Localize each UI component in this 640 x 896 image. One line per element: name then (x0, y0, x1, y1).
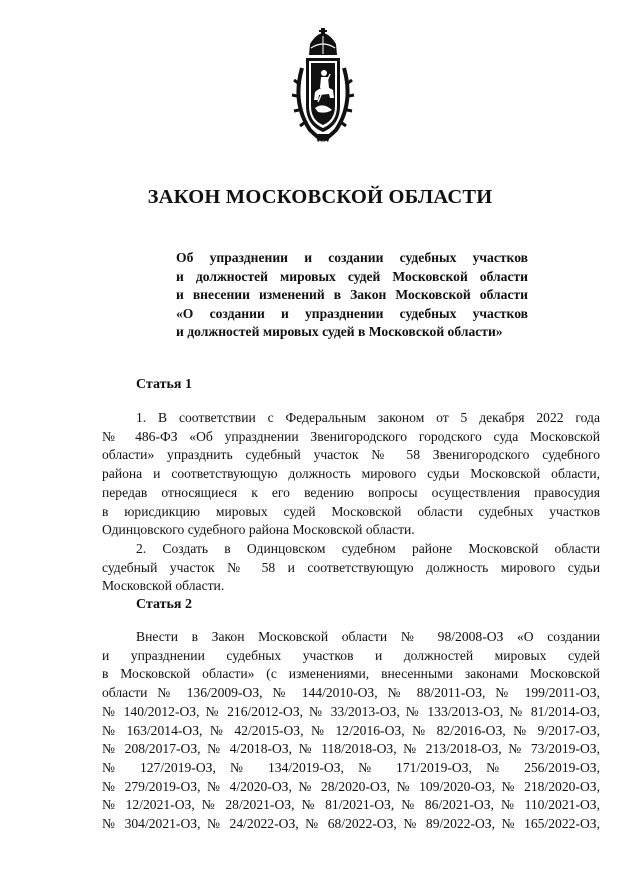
text-line: № 279/2019-ОЗ, № 4/2020-ОЗ, № 28/2020-ОЗ, № 109/2020-ОЗ, № 218/2020-ОЗ, (102, 778, 600, 794)
text-line: № 127/2019-ОЗ, № 134/2019-ОЗ, № 171/2019-ОЗ, № 256/2019-ОЗ, (102, 759, 600, 775)
text-line: в юрисдикцию мировых судей Московской области судебных участков (102, 503, 600, 519)
article-1-text (102, 409, 600, 596)
text-line: Внести в Закон Московской области № 98/2008-ОЗ «О создании (136, 629, 600, 644)
text-line: 2. Создать в Одинцовском судебном районе Московской области (136, 540, 600, 556)
subject-line: Об упразднении и создании судебных участков (176, 250, 528, 265)
subject-line: и внесении изменений в Закон Московской области (176, 287, 528, 303)
text-line: Одинцовского судебного района Московской области. (102, 522, 415, 538)
article-1-heading: Статья 1 (136, 377, 192, 392)
subject-line: «О создании и упразднении судебных участков (176, 305, 528, 321)
subject-line: и должностей мировых судей Московской области (176, 268, 528, 284)
subject-line: и должностей мировых судей в Московской области» (176, 324, 503, 340)
text-line: и упразднении судебных участков и должностей мировых судей (102, 647, 600, 663)
text-line: 1. В соответствии с Федеральным законом от 5 декабря 2022 года (136, 410, 600, 425)
text-line: судебный участок № 58 и соответствующую должность мирового судьи (102, 559, 600, 575)
article-2-text (102, 628, 600, 834)
law-title: ЗАКОН МОСКОВСКОЙ ОБЛАСТИ (147, 186, 493, 208)
law-subject (176, 249, 528, 342)
coat-of-arms-icon (288, 28, 358, 146)
text-line: № 208/2017-ОЗ, № 4/2018-ОЗ, № 118/2018-ОЗ, № 213/2018-ОЗ, № 73/2019-ОЗ, (102, 741, 600, 757)
text-line: Московской области. (102, 578, 225, 594)
text-line: передав относящиеся к его ведению вопросы осуществления правосудия (102, 484, 600, 500)
text-line: в Московской области» (с изменениями, внесенными законами Московской (102, 666, 600, 682)
text-line: № 163/2014-ОЗ, № 42/2015-ОЗ, № 12/2016-ОЗ, № 82/2016-ОЗ, № 9/2017-ОЗ, (102, 722, 600, 738)
text-line: области № 136/2009-ОЗ, № 144/2010-ОЗ, № 88/2011-ОЗ, № 199/2011-ОЗ, (102, 685, 600, 701)
text-line: № 486-ФЗ «Об упразднении Звенигородского городского суда Московской (102, 428, 600, 444)
text-line: района и соответствующую должность мирового судьи Московской области, (102, 466, 600, 482)
text-line: № 140/2012-ОЗ, № 216/2012-ОЗ, № 33/2013-ОЗ, № 133/2013-ОЗ, № 81/2014-ОЗ, (102, 703, 600, 719)
text-line: № 304/2021-ОЗ, № 24/2022-ОЗ, № 68/2022-ОЗ, № 89/2022-ОЗ, № 165/2022-ОЗ, (102, 816, 600, 832)
coat-of-arms-emblem (288, 28, 358, 146)
article-2-heading: Статья 2 (136, 597, 192, 612)
text-line: области» упразднить судебный участок № 58 Звенигородского судебного (102, 447, 600, 463)
text-line: № 12/2021-ОЗ, № 28/2021-ОЗ, № 81/2021-ОЗ, № 86/2021-ОЗ, № 110/2021-ОЗ, (102, 797, 600, 813)
